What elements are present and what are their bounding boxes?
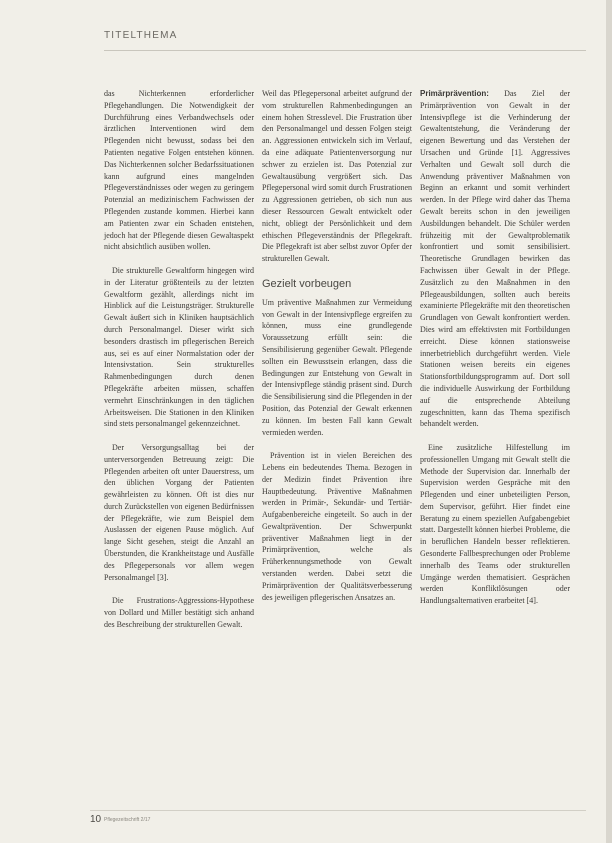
paragraph: Die Frustrations-Aggressions-Hypothese von Dollard und Miller bestätigt sich anhand des Beschreibung der strukturellen Gewalt. [104, 596, 254, 629]
paragraph: Eine zusätzliche Hilfestellung im professionellen Umgang mit Gewalt stellt die Methode der Supervision dar. Innerhalb der Supervision werden Gespräche mit den Pflegenden und einer unbeteiligten Person, dem Supervisor, geführt. Hier findet eine Beratung zu einem speziellen Aufgabengebiet statt. Dargestellt können hierbei Probleme, die in beruflichen Handeln besser reflektieren. Gesonderte Fallbesprechungen oder Probleme innerhalb des Teams oder strukturellen Umgänge werden thematisiert. Gesprächen werden Konfliktlösungen oder Handlungsalternativen erarbeitet [4]. [420, 442, 570, 606]
section-label: TITELTHEMA [104, 30, 178, 41]
paragraph: Der Versorgungsalltag bei der unterversorgenden Betreuung zeigt: Die Pflegenden arbeiten oft unter Dauerstress, um den üblichen Vorgang der Patienten gewährleisten zu können. Oft ist dies nur durch Zurückstellen von eigenen Bedürfnissen der Pflegekräfte, wie zum Beispiel dem Auslassen der eigenen Pause möglich. Auf lange Sicht gesehen, steigt die Anzahl an Überstunden, die Krankheitstage und Ausfälle des Pflegepersonals vor allem wegen Personalmangel [3]. [104, 442, 254, 582]
paragraph: Prävention ist in vielen Bereichen des Lebens ein bedeutendes Thema. Bezogen in der Medizin findet Prävention ihre Hauptbedeutung. Präventive Maßnahmen werden in Primär-, Sekundär- und Tertiär-Aufgabenbereiche eingeteilt. So auch in der Gewaltprävention. Der Schwerpunkt präventiver Maßnahmen liegt in der Primärprävention, welche als Früherkennungsmethode von Gewalt verstanden werden. Dabei setzt die Primärprävention der Qualitätsverbesserung des jeweiligen pflegerischen Ansatzes an. [262, 451, 412, 602]
page-number: 10 [90, 814, 102, 825]
paragraph-lead-term: Primärprävention: [420, 89, 489, 98]
text-column-2 [262, 88, 412, 603]
footer-source: Pflegezeitschrift 2/17 [104, 817, 151, 823]
section-heading: Gezielt vorbeugen [262, 277, 352, 290]
text-column-3 [420, 88, 570, 607]
paragraph-body: Das Ziel der Primärprävention von Gewalt in der Intensivpflege ist die Verhinderung der Gewaltentstehung, die Veränderung der eigenen Bewertung und das Verstehen der Ursachen und Gründe [1]. Aggressives Verhalten und Gewalt soll durch die Anwendung präventiver Maßnahmen von Beginn an erkannt und somit verhindert werden. In der Pflege wird daher das Thema Gewalt bereits schon in den jeweiligen Ausbildungen behandelt. Die Schüler werden frühzeitig mit der Gewaltproblematik konfrontiert und somit sensibilisiert. Theoretische Grundlagen bewirken das Fachwissen über Gewalt in der Pflege. Zusätzlich zu den Maßnahmen in den Pflegeausbildungen, sollten auch bereits examinierte Pflegekräfte mit den theoretischen Grundlagen von Gewalt konfrontiert werden. Dies wird am effektivsten mit Fortbildungen erreicht. Diese können stationsweise innerbetrieblich durchgeführt werden. Viele Stationen weisen bereits ein eigenes Stationsfortbildungsprogramm auf. Dort soll die individuelle Auswirkung der Fortbildung auf die entsprechende Abteilung zugeschnitten, kann das Thema spezifisch behandelt werden. [420, 89, 570, 429]
header-rule [104, 50, 586, 51]
page-edge-shadow [606, 0, 612, 843]
paragraph: Um präventive Maßnahmen zur Vermeidung von Gewalt in der Intensivpflege ergreifen zu können, muss eine grundlegende Voraussetzung erfüllt sein: die Sensibilisierung gegenüber Gewalt. Pflegende sollten ein Bewusstsein erlangen, dass die Bedingungen zur Entstehung von Gewalt in der Intensivpflege ständig präsent sind. Durch die Sensibilisierung sind die Pflegenden in der Position, das Potenzial der Gewalt erkennen zu können. Im besten Fall kann Gewalt vermieden werden. [262, 297, 412, 437]
footer-rule [90, 810, 586, 811]
paragraph: Die strukturelle Gewaltform hingegen wird in der Literatur größtenteils zu der letzten Gewaltform gezählt, allerdings nicht im Hinblick auf die Leistungsträger. Strukturelle Gewalt äußert sich in Kliniken hauptsächlich durch Personalmangel. Dieser wirkt sich besonders drastisch im pflegerischen Bereich aus, sei es auf einer Normalstation oder der Intensivstation. Sein strukturelles Rahmenbedingungen durch denen Pflegekräfte arbeiten müssen, schaffen vermehrt Einschränkungen in den täglichen Arbeitsweisen. Die Stationen in den Kliniken sind stets personalmangel gekennzeichnet. [104, 265, 254, 429]
paragraph: das Nichterkennen erforderlicher Pflegehandlungen. Die Notwendigkeit der Durchführung eines Verbandwechsels oder ärztlichen Interventionen wird dem Pflegenden nicht bewusst, sodass bei den Patienten negative Folgen entstehen können. Das Nichterkennen solcher Bedarfssituationen kann aufgrund eines mangelnden Pflegeverständnisses oder wegen zu geringem Potenzial an medizinischem Fachwissen der Pflegenden zustande kommen. Hierbei kann am Patienten zwar ein Schaden entstehen, jedoch hat der Pflegende diesen Gewaltaspekt nicht absichtlich ausüben wollen. [104, 89, 254, 252]
text-column-1 [104, 88, 254, 631]
paragraph [420, 88, 570, 430]
paragraph: Weil das Pflegepersonal arbeitet aufgrund der vom strukturellen Rahmenbedingungen an einem hohen Stresslevel. Die Frustration über den Personalmangel und dessen Folgen steigt an. Aggressionen entwickeln sich im Verlauf, da eine adäquate Patientenversorgung nur schwer zu erzielen ist. Das Potenzial zur Gewaltausübung vergrößert sich. Das Pflegepersonal wird somit durch Frustrationen zu Aggressionen getrieben, ob sich nun aus dieser Ressourcen Gewalt entwickelt oder nicht, obliegt der Persönlichkeit und dem ethischen Pflegeverständnis der Pflegekraft. Die Pflegekraft ist aber selbst zuvor Opfer der strukturellen Gewalt. [262, 89, 412, 264]
